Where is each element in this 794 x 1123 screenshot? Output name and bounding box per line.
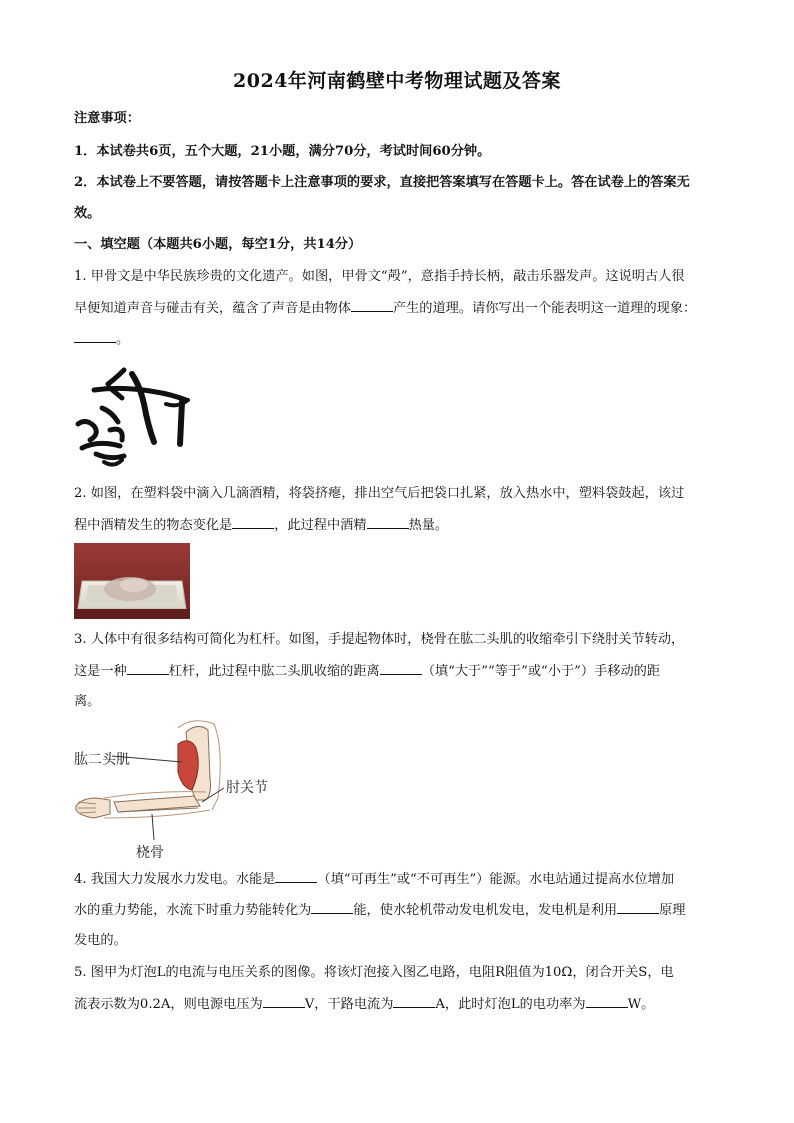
answer-blank bbox=[351, 299, 393, 312]
answer-blank bbox=[367, 516, 409, 529]
question-4-text-d: 能，使水轮机带动发电机发电，发电机是利用 bbox=[353, 903, 618, 918]
question-4-text-e: 原理 bbox=[659, 903, 686, 918]
question-2-text-a: 程中酒精发生的物态变化是 bbox=[74, 518, 233, 533]
label-elbow-joint: 肘关节 bbox=[226, 780, 268, 796]
plastic-bag-in-hot-water-photo bbox=[74, 543, 190, 619]
question-1-line-2 bbox=[74, 299, 726, 317]
question-5-text-a: 流表示数为0.2A，则电源电压为 bbox=[74, 997, 263, 1012]
section-heading-fill-blank: 一、填空题（本题共6小题，每空1分，共14分） bbox=[74, 237, 362, 252]
answer-blank bbox=[232, 516, 274, 529]
notice-item-2-line-2: 效。 bbox=[74, 206, 101, 221]
answer-blank bbox=[586, 995, 628, 1008]
answer-blank bbox=[617, 901, 659, 914]
question-3-text-a: 这是一种 bbox=[74, 664, 127, 679]
answer-blank bbox=[393, 995, 435, 1008]
question-1-text-c: 。 bbox=[116, 332, 130, 347]
question-5-line-1: 5. 图甲为灯泡L的电流与电压关系的图像。将该灯泡接入图乙电路，电阻R阻值为10Ω，闭合开关S，电 bbox=[74, 965, 674, 980]
answer-blank bbox=[263, 995, 305, 1008]
question-3-text-c: （填“大于”“等于”或“小于”）手移动的距 bbox=[421, 664, 661, 679]
question-1-text-b: 产生的道理。请你写出一个能表明这一道理的现象： bbox=[392, 301, 697, 316]
question-1-line-1: 1. 甲骨文是中华民族珍贵的文化遗产。如图，甲骨文“殸”，意指手持长柄，敲击乐器发声。这说明古人很 bbox=[74, 269, 685, 284]
question-4-line-3: 发电的。 bbox=[74, 933, 127, 948]
notice-heading: 注意事项： bbox=[74, 111, 140, 126]
question-4-line-1 bbox=[74, 870, 726, 888]
question-3-line-3: 离。 bbox=[74, 694, 101, 709]
question-5-line-2 bbox=[74, 995, 726, 1013]
notice-item-2-line-1: 2．本试卷上不要答题，请按答题卡上注意事项的要求，直接把答案填写在答题卡上。答在试卷上的答案无 bbox=[74, 175, 690, 190]
label-radius: 桡骨 bbox=[136, 845, 164, 861]
question-3-line-2 bbox=[74, 662, 726, 680]
answer-blank bbox=[311, 901, 353, 914]
answer-blank bbox=[380, 662, 422, 675]
question-2-text-b: ，此过程中酒精 bbox=[274, 518, 367, 533]
question-2-text-c: 热量。 bbox=[408, 518, 449, 533]
question-4-text-c: 水的重力势能，水流下时重力势能转化为 bbox=[74, 903, 312, 918]
question-5-text-d: W。 bbox=[627, 997, 655, 1012]
oracle-bone-character-image bbox=[74, 364, 196, 472]
question-2-line-2 bbox=[74, 516, 726, 534]
page-title: 2024年河南鹤壁中考物理试题及答案 bbox=[233, 70, 561, 92]
answer-blank bbox=[127, 662, 169, 675]
question-4-line-2 bbox=[74, 901, 726, 919]
question-3-line-1: 3. 人体中有很多结构可简化为杠杆。如图，手提起物体时，桡骨在肱二头肌的收缩牵引下绕肘关节转动， bbox=[74, 632, 685, 647]
notice-item-1: 1．本试卷共6页，五个大题，21小题，满分70分，考试时间60分钟。 bbox=[74, 144, 491, 159]
question-2-line-1: 2. 如图，在塑料袋中滴入几滴酒精，将袋挤瘪，排出空气后把袋口扎紧，放入热水中，塑料袋鼓起，该过 bbox=[74, 486, 685, 501]
label-biceps: 肱二头肌 bbox=[74, 752, 130, 768]
answer-blank bbox=[275, 870, 317, 883]
question-1-line-3 bbox=[74, 330, 726, 348]
question-1-text-a: 早便知道声音与碰击有关，蕴含了声音是由物体 bbox=[74, 301, 351, 316]
question-5-text-c: A，此时灯泡L的电功率为 bbox=[435, 997, 586, 1012]
question-4-text-b: （填“可再生”或“不可再生”）能源。水电站通过提高水位增加 bbox=[317, 872, 675, 887]
question-5-text-b: V，干路电流为 bbox=[304, 997, 394, 1012]
question-3-text-b: 杠杆，此过程中肱二头肌收缩的距离 bbox=[168, 664, 380, 679]
answer-blank bbox=[74, 330, 116, 343]
question-4-text-a: 4. 我国大力发展水力发电。水能是 bbox=[74, 872, 276, 887]
